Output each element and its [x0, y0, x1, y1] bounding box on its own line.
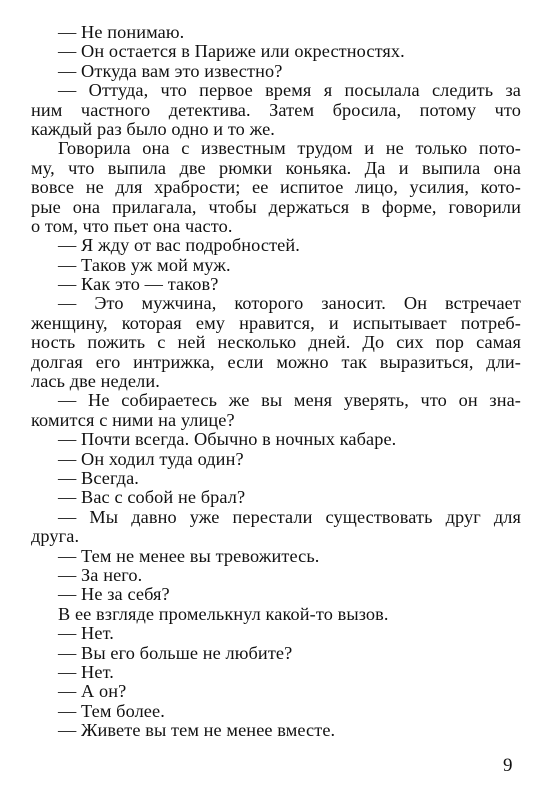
text-line: вовсе не для храбрости; ее испитое лицо, усилия, кото- [31, 177, 521, 198]
text-line: о том, что пьет она часто. [31, 215, 233, 236]
text-line: — Нет. [58, 661, 114, 682]
text-line: женщину, которая ему нравится, и испытывает потреб- [31, 312, 521, 333]
text-line: — Нет. [58, 623, 114, 644]
page-number: 9 [503, 755, 513, 776]
text-line: лась две недели. [31, 371, 160, 392]
text-line: — Не понимаю. [58, 22, 185, 42]
text-line: — Не за себя? [58, 584, 170, 605]
text-line: му, что выпила две рюмки коньяка. Да и выпила она [31, 157, 521, 178]
text-line: — Вы его больше не любите? [58, 642, 293, 663]
text-line: — За него. [58, 564, 143, 585]
text-line: Говорила она с известным трудом и не только пото- [58, 138, 521, 159]
text-line: — Тем не менее вы тревожитесь. [58, 545, 320, 566]
text-line: — Тем более. [58, 700, 165, 721]
text-line: — Я жду от вас подробностей. [58, 235, 300, 256]
text-line: ность пожить с ней несколько дней. До сих пор самая [31, 332, 521, 353]
page-body [31, 23, 521, 740]
text-line: — Как это — таков? [58, 274, 219, 295]
text-line: — Не собираетесь же вы меня уверять, что он зна- [58, 390, 521, 411]
text-line: каждый раз было одно и то же. [31, 118, 275, 139]
text-line: — Он ходил туда один? [58, 448, 244, 469]
text-line: долгая его интрижка, если можно так выразиться, дли- [31, 351, 521, 372]
text-line: — Таков уж мой муж. [58, 254, 231, 275]
text-line: — Оттуда, что первое время я посылала следить за [58, 80, 521, 101]
text-line: рые она прилагала, чтобы держаться в форме, говорили [31, 196, 521, 217]
text-line: — Вас с собой не брал? [58, 487, 246, 508]
text-line: — Всегда. [58, 467, 139, 488]
text-line: — Откуда вам это известно? [58, 60, 283, 81]
text-line: комится с ними на улице? [31, 409, 235, 430]
text-line: — Почти всегда. Обычно в ночных кабаре. [58, 429, 397, 450]
text-line: — Живете вы тем не менее вместе. [58, 720, 336, 741]
text-line: ним частного детектива. Затем бросила, потому что [31, 99, 521, 120]
text-line: — Он остается в Париже или окрестностях. [58, 41, 405, 62]
text-line: — Мы давно уже перестали существовать друг для [58, 506, 521, 527]
text-line: В ее взгляде промелькнул какой-то вызов. [58, 603, 389, 624]
text-line: друга. [31, 526, 80, 547]
text-line: — Это мужчина, которого заносит. Он встречает [58, 293, 521, 314]
text-line: — А он? [58, 681, 127, 702]
